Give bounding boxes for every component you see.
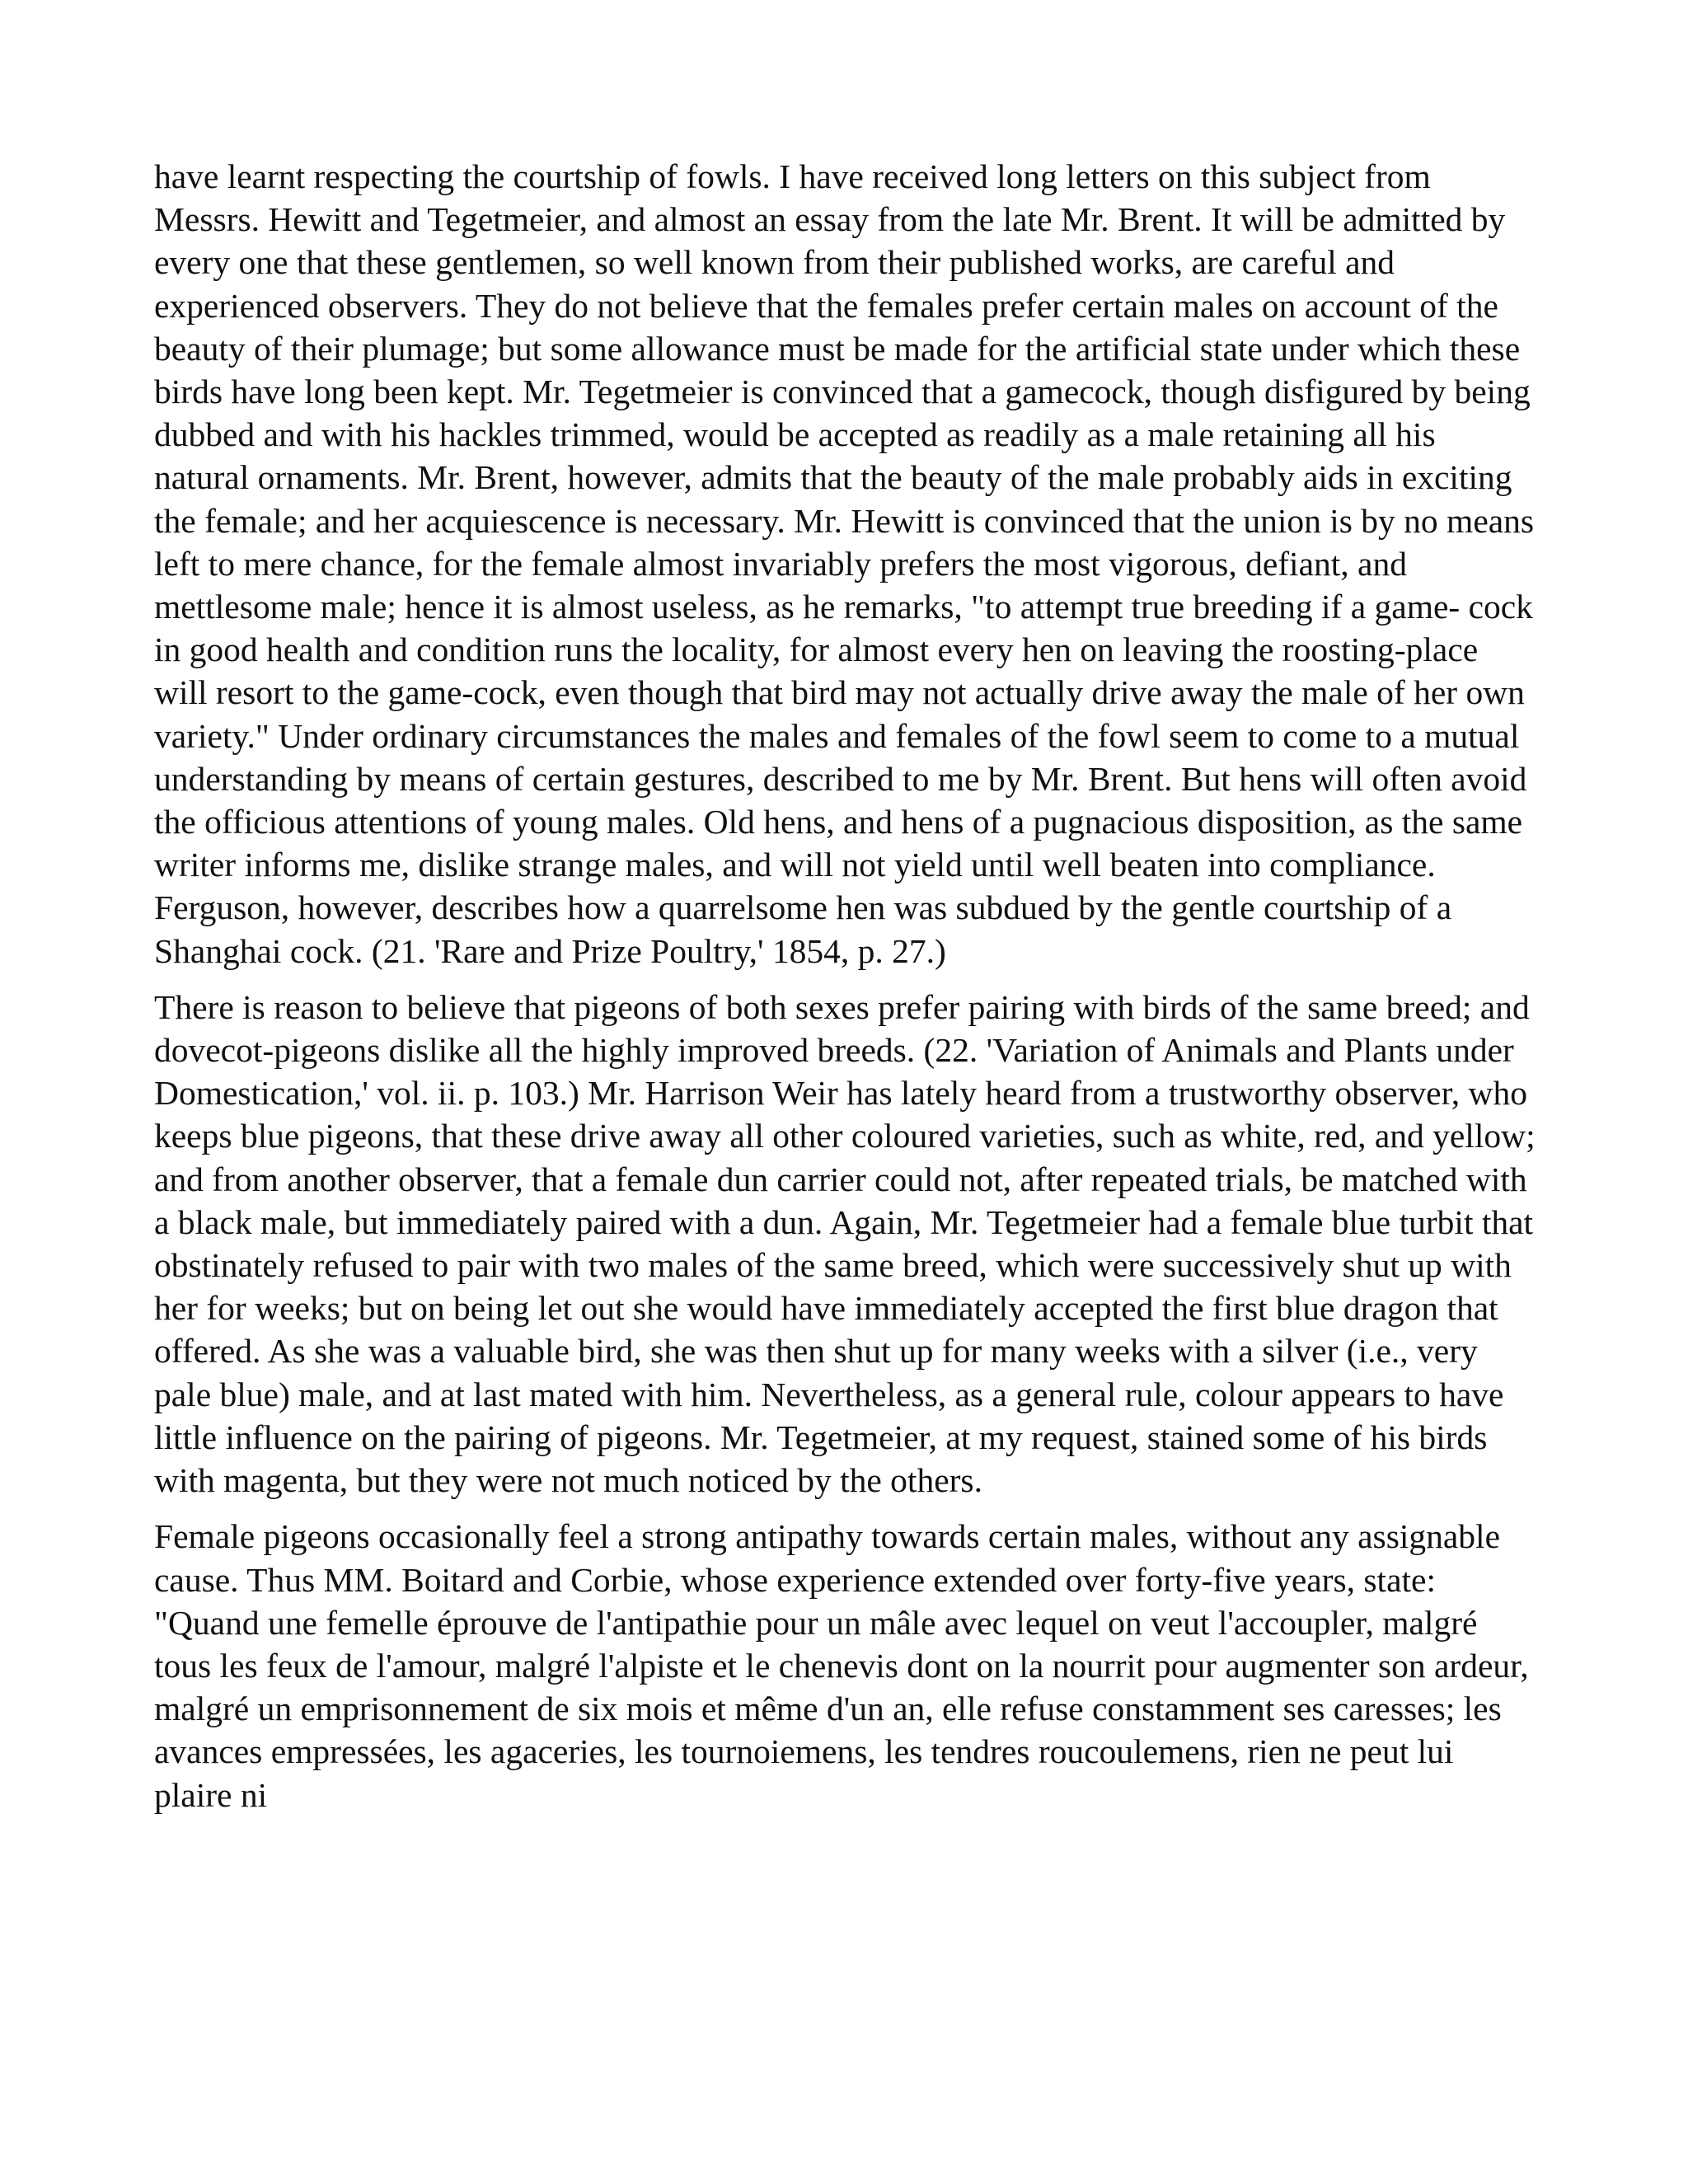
body-text bbox=[154, 155, 1539, 1830]
paragraph-pigeon-pairing: There is reason to believe that pigeons of both sexes prefer pairing with birds of the same breed; and dovecot-pigeons dislike all the highly improved breeds. (22. 'Variation of Animals and Plants under Domestication,' vol. ii. p. 103.) Mr. Harrison Weir has lately heard from a trustworthy observer, who keeps blue pigeons, that these drive away all other coloured varieties, such as white, red, and yellow; and from another observer, that a female dun carrier could not, after repeated trials, be matched with a black male, but immediately paired with a dun. Again, Mr. Tegetmeier had a female blue turbit that obstinately refused to pair with two males of the same breed, which were successively shut up with her for weeks; but on being let out she would have immediately accepted the first blue dragon that offered. As she was a valuable bird, she was then shut up for many weeks with a silver (i.e., very pale blue) male, and at last mated with him. Nevertheless, as a general rule, colour appears to have little influence on the pairing of pigeons. Mr. Tegetmeier, at my request, stained some of his birds with magenta, but they were not much noticed by the others. bbox=[154, 987, 1536, 1500]
paragraph-fowl-courtship: have learnt respecting the courtship of fowls. I have received long letters on this subject from Messrs. Hewitt and Tegetmeier, and almost an essay from the late Mr. Brent. It will be admitted by every one that these gentlemen, so well known from their published works, are careful and experienced observers. They do not believe that the females prefer certain males on account of the beauty of their plumage; but some allowance must be made for the artificial state under which these birds have long been kept. Mr. Tegetmeier is convinced that a gamecock, though disfigured by being dubbed and with his hackles trimmed, would be accepted as readily as a male retaining all his natural ornaments. Mr. Brent, however, admits that the beauty of the male probably aids in exciting the female; and her acquiescence is necessary. Mr. Hewitt is convinced that the union is by no means left to mere chance, for the female almost invariably prefers the most vigorous, defiant, and mettlesome male; hence it is almost useless, as he remarks, "to attempt true breeding if a game- cock in good health and condition runs the locality, for almost every hen on leaving the roosting-place will resort to the game-cock, even though that bird may not actually drive away the male of her own variety." Under ordinary circumstances the males and females of the fowl seem to come to a mutual understanding by means of certain gestures, described to me by Mr. Brent. But hens will often avoid the officious attentions of young males. Old hens, and hens of a pugnacious disposition, as the same writer informs me, dislike strange males, and will not yield until well beaten into compliance. Ferguson, however, describes how a quarrelsome hen was subdued by the gentle courtship of a Shanghai cock. (21. 'Rare and Prize Poultry,' 1854, p. 27.) bbox=[154, 157, 1535, 970]
paragraph-pigeon-antipathy: Female pigeons occasionally feel a strong antipathy towards certain males, without any assignable cause. Thus MM. Boitard and Corbie, whose experience extended over forty-five years, state: "Quand une femelle éprouve de l'antipathie pour un mâle avec lequel on veut l'accoupler, malgré tous les feux de l'amour, malgré l'alpiste et le chenevis dont on la nourrit pour augmenter son ardeur, malgré un emprisonnement de six mois et même d'un an, elle refuse constamment ses caresses; les avances empressées, les agaceries, les tournoiemens, les tendres roucoulemens, rien ne peut lui plaire ni bbox=[154, 1517, 1529, 1814]
